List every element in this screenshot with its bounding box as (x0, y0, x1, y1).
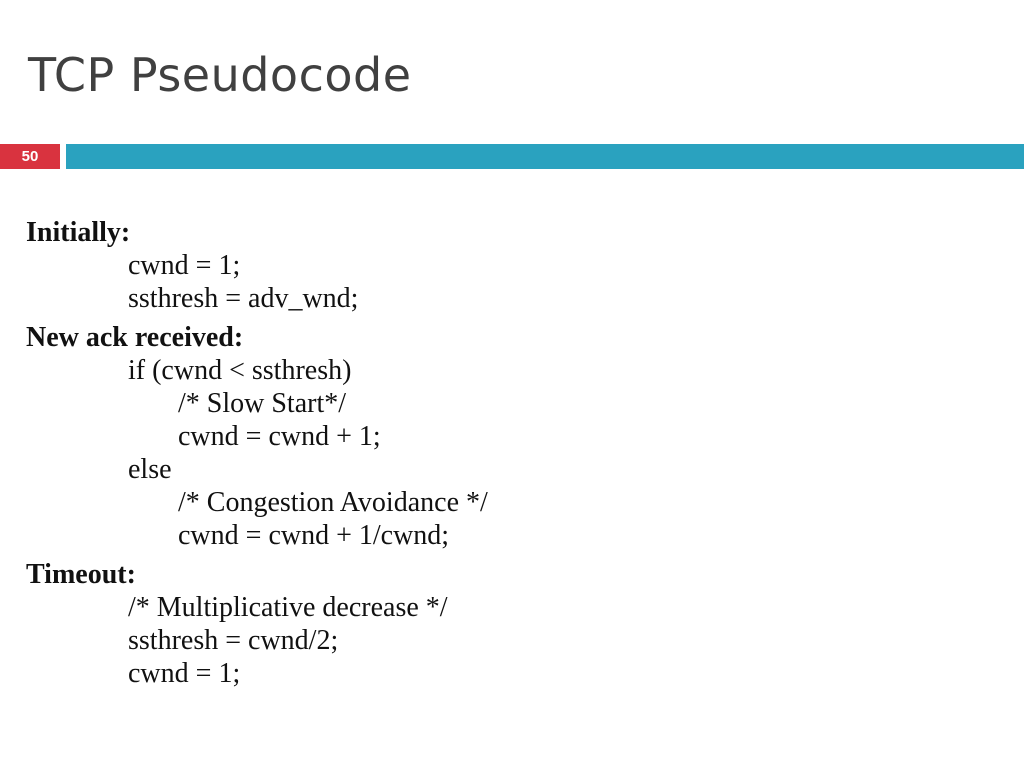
title-accent-bar (66, 144, 1024, 169)
section-new-ack (26, 321, 488, 552)
section-heading-initially: Initially: (26, 217, 131, 248)
section-heading-timeout: Timeout: (26, 559, 136, 590)
section-heading-new-ack: New ack received: (26, 322, 244, 353)
section-initially (26, 216, 488, 315)
pseudocode-body (26, 216, 488, 696)
code-line: /* Multiplicative decrease */ (128, 592, 448, 623)
code-line: ssthresh = adv_wnd; (128, 283, 359, 314)
code-line: /* Congestion Avoidance */ (178, 487, 488, 518)
slide-number-badge: 50 (0, 144, 60, 169)
code-line: cwnd = 1; (128, 658, 241, 689)
code-line: cwnd = 1; (128, 250, 241, 281)
code-line: cwnd = cwnd + 1; (178, 421, 381, 452)
code-line: cwnd = cwnd + 1/cwnd; (178, 520, 450, 551)
code-line: if (cwnd < ssthresh) (128, 355, 352, 386)
code-line: ssthresh = cwnd/2; (128, 625, 339, 656)
slide-title: TCP Pseudocode (28, 48, 412, 102)
section-timeout (26, 558, 488, 690)
code-line: else (128, 454, 172, 485)
code-line: /* Slow Start*/ (178, 388, 347, 419)
